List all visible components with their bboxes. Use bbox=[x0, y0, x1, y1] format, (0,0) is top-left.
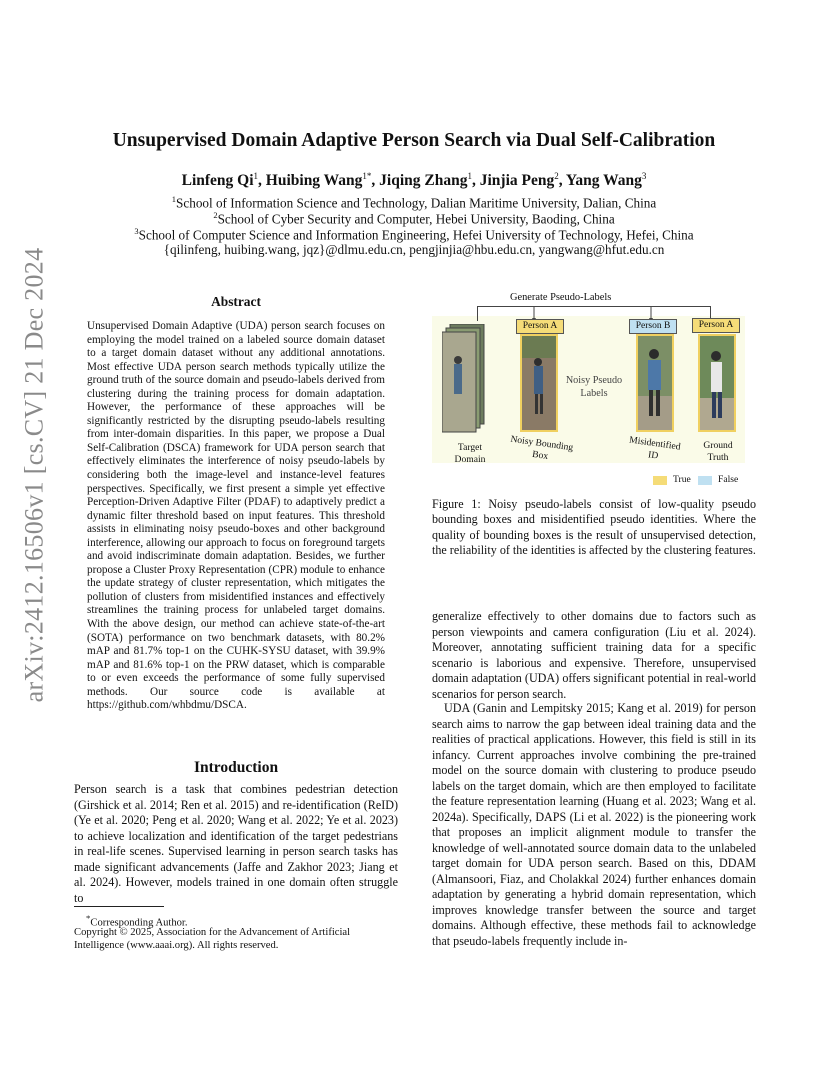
figure-1 bbox=[432, 288, 758, 488]
ground-truth-photo bbox=[698, 334, 736, 432]
affiliation bbox=[60, 226, 768, 243]
emails: {qilinfeng, huibing.wang, jqz}@dlmu.edu.cn, pengjinjia@hbu.edu.cn, yangwang@hfut.edu.cn bbox=[163, 242, 665, 257]
author: Jinjia Peng bbox=[479, 172, 555, 190]
affiliation bbox=[60, 194, 768, 211]
figure-caption: Figure 1: Noisy pseudo-labels consist of low-quality pseudo bounding boxes and misidentified pseudo identities. Where the quality of bounding boxes is the result of unsupervised detection, the reliability of the identities is affected by the clustering features. bbox=[432, 497, 756, 558]
affiliation-sup: 3 bbox=[134, 226, 139, 236]
footnote-copyright: Copyright © 2025, Association for the Advancement of Artificial Intelligence (www.aaai.org). All rights reserved. bbox=[74, 927, 351, 952]
paper-title: Unsupervised Domain Adaptive Person Search via Dual Self-Calibration bbox=[112, 130, 716, 151]
author-sup: 1 bbox=[253, 171, 259, 181]
noisy-box-caption: Noisy Bounding Box bbox=[509, 433, 574, 462]
footnote-sup: * bbox=[86, 913, 91, 923]
legend-true-swatch bbox=[653, 476, 667, 485]
author: Jiqing Zhang bbox=[379, 172, 468, 190]
author-sup: 2 bbox=[554, 171, 559, 181]
noisy-pseudo-labels-text: Noisy Pseudo Labels bbox=[565, 375, 623, 399]
person-b-tag: Person B bbox=[629, 319, 677, 334]
ground-truth-caption: Ground Truth bbox=[703, 440, 733, 463]
legend-false-swatch bbox=[698, 476, 712, 485]
author-sup: 1 bbox=[467, 171, 472, 181]
abstract-text: Unsupervised Domain Adaptive (UDA) person search focuses on employing the model trained on a labeled source domain dataset to a target domain dataset without any additional annotations. Most effective UDA person search methods typically utilize the ground truth of the source domain and pseudo-labels derived from clustering during the training process for domain adaptation. However, the performance of these approaches will be significantly restricted by the disrupting pseudo-labels resulting from inter-domain disparities. In this paper, we propose a Dual Self-Calibration (DSCA) framework for UDA person search that effectively eliminates the interference of noisy pseudo-labels by considering both the image-level and instance-level features perspectives. Specifically, we first present a simple yet effective Perception-Driven Adaptive Filter (PDAF) to adaptively predict a dynamic filter threshold based on input features. This threshold assists in eliminating noisy pseudo-boxes and other background interference, allowing our approach to focus on foreground targets and avoid indiscriminate domain adaptation. Besides, we further propose a Cluster Proxy Representation (CPR) module to enhance the update strategy of cluster representation, which mitigates the pollution of clusters from misidentified instances and effectively streamlines the training process for unlabeled target domains. With the above design, our method can achieve state-of-the-art (SOTA) performance on two benchmark datasets, with 80.2% mAP and 81.7% top-1 on the CUHK-SYSU dataset, with 39.9% mAP and 81.6% top-1 on the PRW dataset, which is comparable to or even exceeds the performance of some fully supervised methods. Our source code is available at https://github.com/whbdmu/DSCA. bbox=[87, 320, 385, 712]
intro-paragraph-continued: generalize effectively to other domains due to factors such as person viewpoints and camera configuration (Liu et al. 2024). Moreover, annotating sufficient training data for a specific scenario is laborious and expensive. Therefore, unsupervised domain adaptation (UDA) offers significant potential in real-world scenarios for person search. bbox=[432, 609, 756, 701]
affiliation-text: School of Information Science and Technology, Dalian Maritime University, Dalian, China bbox=[176, 195, 657, 211]
target-domain-image-stack bbox=[442, 324, 488, 436]
introduction-heading: Introduction bbox=[193, 759, 279, 776]
generate-pseudo-labels-label: Generate Pseudo-Labels bbox=[510, 292, 612, 303]
arxiv-id: arXiv:2412.16506v1 [cs.CV] 21 Dec 2024 bbox=[19, 247, 48, 703]
affiliation-sup: 1 bbox=[171, 194, 177, 204]
legend-false-label: False bbox=[718, 474, 739, 485]
footnote-rule bbox=[74, 906, 164, 907]
intro-paragraph: UDA (Ganin and Lempitsky 2015; Kang et al. 2019) for person search aims to narrow the gap between ideal training data and the realities of practical applications. However, this field is still in its infancy. Current approaches involve combining the pre-trained model on the source domain with clustering to produce pseudo labels on the target domain, which are then employed to facilitate the feature representation learning (Huang et al. 2023; Wang et al. 2024a). Specifically, DAPS (Li et al. 2022) is the pioneering work that proposes an implicit alignment module to transfer the knowledge of well-annotated source domain data to the unlabeled target domain for UDA person search. Based on this, DDAM (Almansoori, Fiaz, and Cholakkal 2024) further enhances domain adaptation by generating a hybrid domain representation, which improves knowledge transfer between the source and target domains. Although effective, these methods fail to acknowledge that pseudo-labels frequently include in- bbox=[432, 701, 756, 948]
author-sup: 3 bbox=[641, 171, 647, 181]
legend-true-label: True bbox=[673, 474, 691, 485]
misidentified-caption: Misidentified ID bbox=[628, 434, 682, 462]
misidentified-photo bbox=[636, 334, 674, 432]
footnote-text: Corresponding Author. bbox=[90, 917, 188, 929]
author: Yang Wang bbox=[565, 172, 642, 190]
abstract-heading: Abstract bbox=[211, 294, 261, 309]
author-sup: 1* bbox=[362, 171, 372, 181]
affiliation-text: School of Computer Science and Information Engineering, Hefei University of Technology, Hefei, China bbox=[138, 227, 694, 243]
author: Linfeng Qi bbox=[181, 172, 254, 190]
target-domain-caption: Target Domain bbox=[454, 442, 486, 465]
affiliation-text: School of Cyber Security and Computer, Hebei University, Baoding, China bbox=[217, 211, 615, 227]
affiliation-sup: 2 bbox=[213, 210, 218, 220]
author: Huibing Wang bbox=[265, 172, 363, 190]
person-a-tag: Person A bbox=[516, 319, 564, 334]
author-list: Linfeng Qi$^1$, Huibing Wang$^{1*}$, Jiqing Zhang$^1$, Jinjia Peng$^2$, Yang Wang$^3$ bbox=[181, 171, 647, 190]
intro-paragraph: Person search is a task that combines pedestrian detection (Girshick et al. 2014; Ren et al. 2015) and re-identification (ReID) (Ye et al. 2020; Peng et al. 2020; Wang et al. 2022; Ye et al. 2023) to achieve localization and identification of the target pedestrians in real-life scenes. Supervised learning in person search tasks has made significant advancements (Jaffe and Zakhor 2023; Jiang et al. 2024). However, models trained in one domain often struggle to bbox=[74, 782, 398, 905]
affiliation bbox=[60, 210, 768, 227]
arxiv-stamp bbox=[14, 247, 54, 703]
person-a-tag: Person A bbox=[692, 318, 740, 333]
noisy-box-photo bbox=[520, 334, 558, 432]
